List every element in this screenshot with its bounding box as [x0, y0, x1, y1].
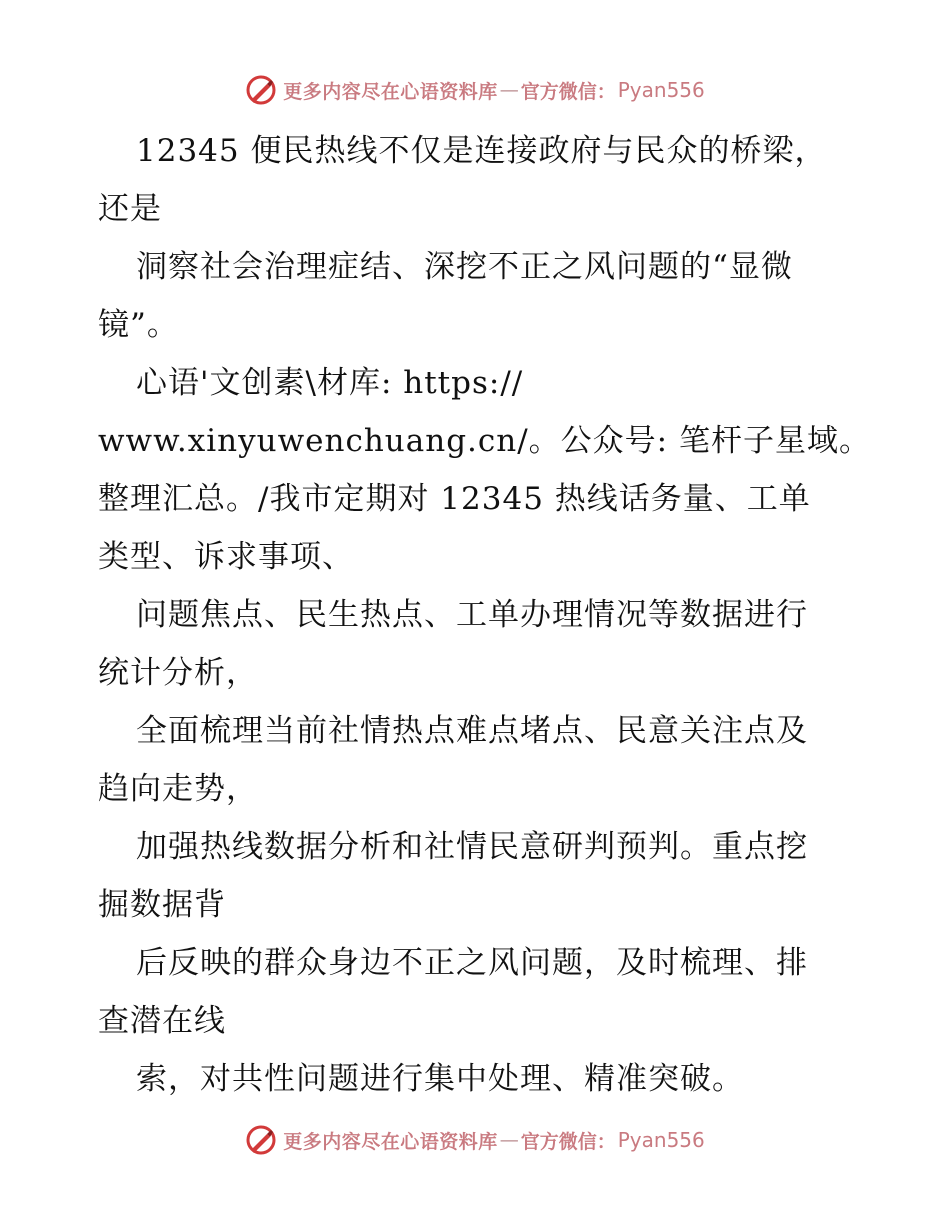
banner-slogan: 更多内容尽在心语资料库	[283, 80, 498, 103]
text-line: 趋向走势，	[98, 771, 258, 807]
text-line: 还是	[98, 191, 162, 227]
pen-logo-icon	[245, 1124, 277, 1156]
banner-wechat-id: Pyan556	[617, 78, 705, 102]
banner-wechat-label: 官方微信：	[520, 80, 616, 103]
text-line: 类型、诉求事项、	[98, 539, 354, 575]
text-line: 洞察社会治理症结、深挖不正之风问题的“显微	[136, 249, 793, 285]
footer-watermark	[0, 1122, 950, 1158]
header-watermark	[0, 72, 950, 108]
text-line: www.xinyuwenchuang.cn/。公众号: 笔杆子星域。	[98, 423, 871, 459]
text-line: 统计分析，	[98, 655, 258, 691]
text-line: 加强热线数据分析和社情民意研判预判。重点挖	[136, 829, 808, 865]
text-line: 镜”。	[98, 307, 179, 343]
pen-logo-icon	[245, 74, 277, 106]
banner-slogan: 更多内容尽在心语资料库	[283, 1130, 498, 1153]
text-line: 整理汇总。/我市定期对 12345 热线话务量、工单	[98, 481, 811, 517]
banner-separator: —	[499, 1129, 519, 1151]
document-body	[98, 122, 871, 1108]
text-line: 心语'文创素\材库: https://	[136, 365, 524, 401]
text-line: 掘数据背	[98, 887, 226, 923]
banner-wechat-id: Pyan556	[617, 1128, 705, 1152]
text-line: 全面梳理当前社情热点难点堵点、民意关注点及	[136, 713, 808, 749]
text-line: 查潜在线	[98, 1003, 226, 1039]
text-line: 问题焦点、民生热点、工单办理情况等数据进行	[136, 597, 808, 633]
banner-wechat-label: 官方微信：	[520, 1130, 616, 1153]
text-line: 12345 便民热线不仅是连接政府与民众的桥梁，	[136, 133, 827, 169]
text-line: 索，对共性问题进行集中处理、精准突破。	[136, 1061, 744, 1097]
text-line: 后反映的群众身边不正之风问题，及时梳理、排	[136, 945, 808, 981]
banner-separator: —	[499, 79, 519, 101]
